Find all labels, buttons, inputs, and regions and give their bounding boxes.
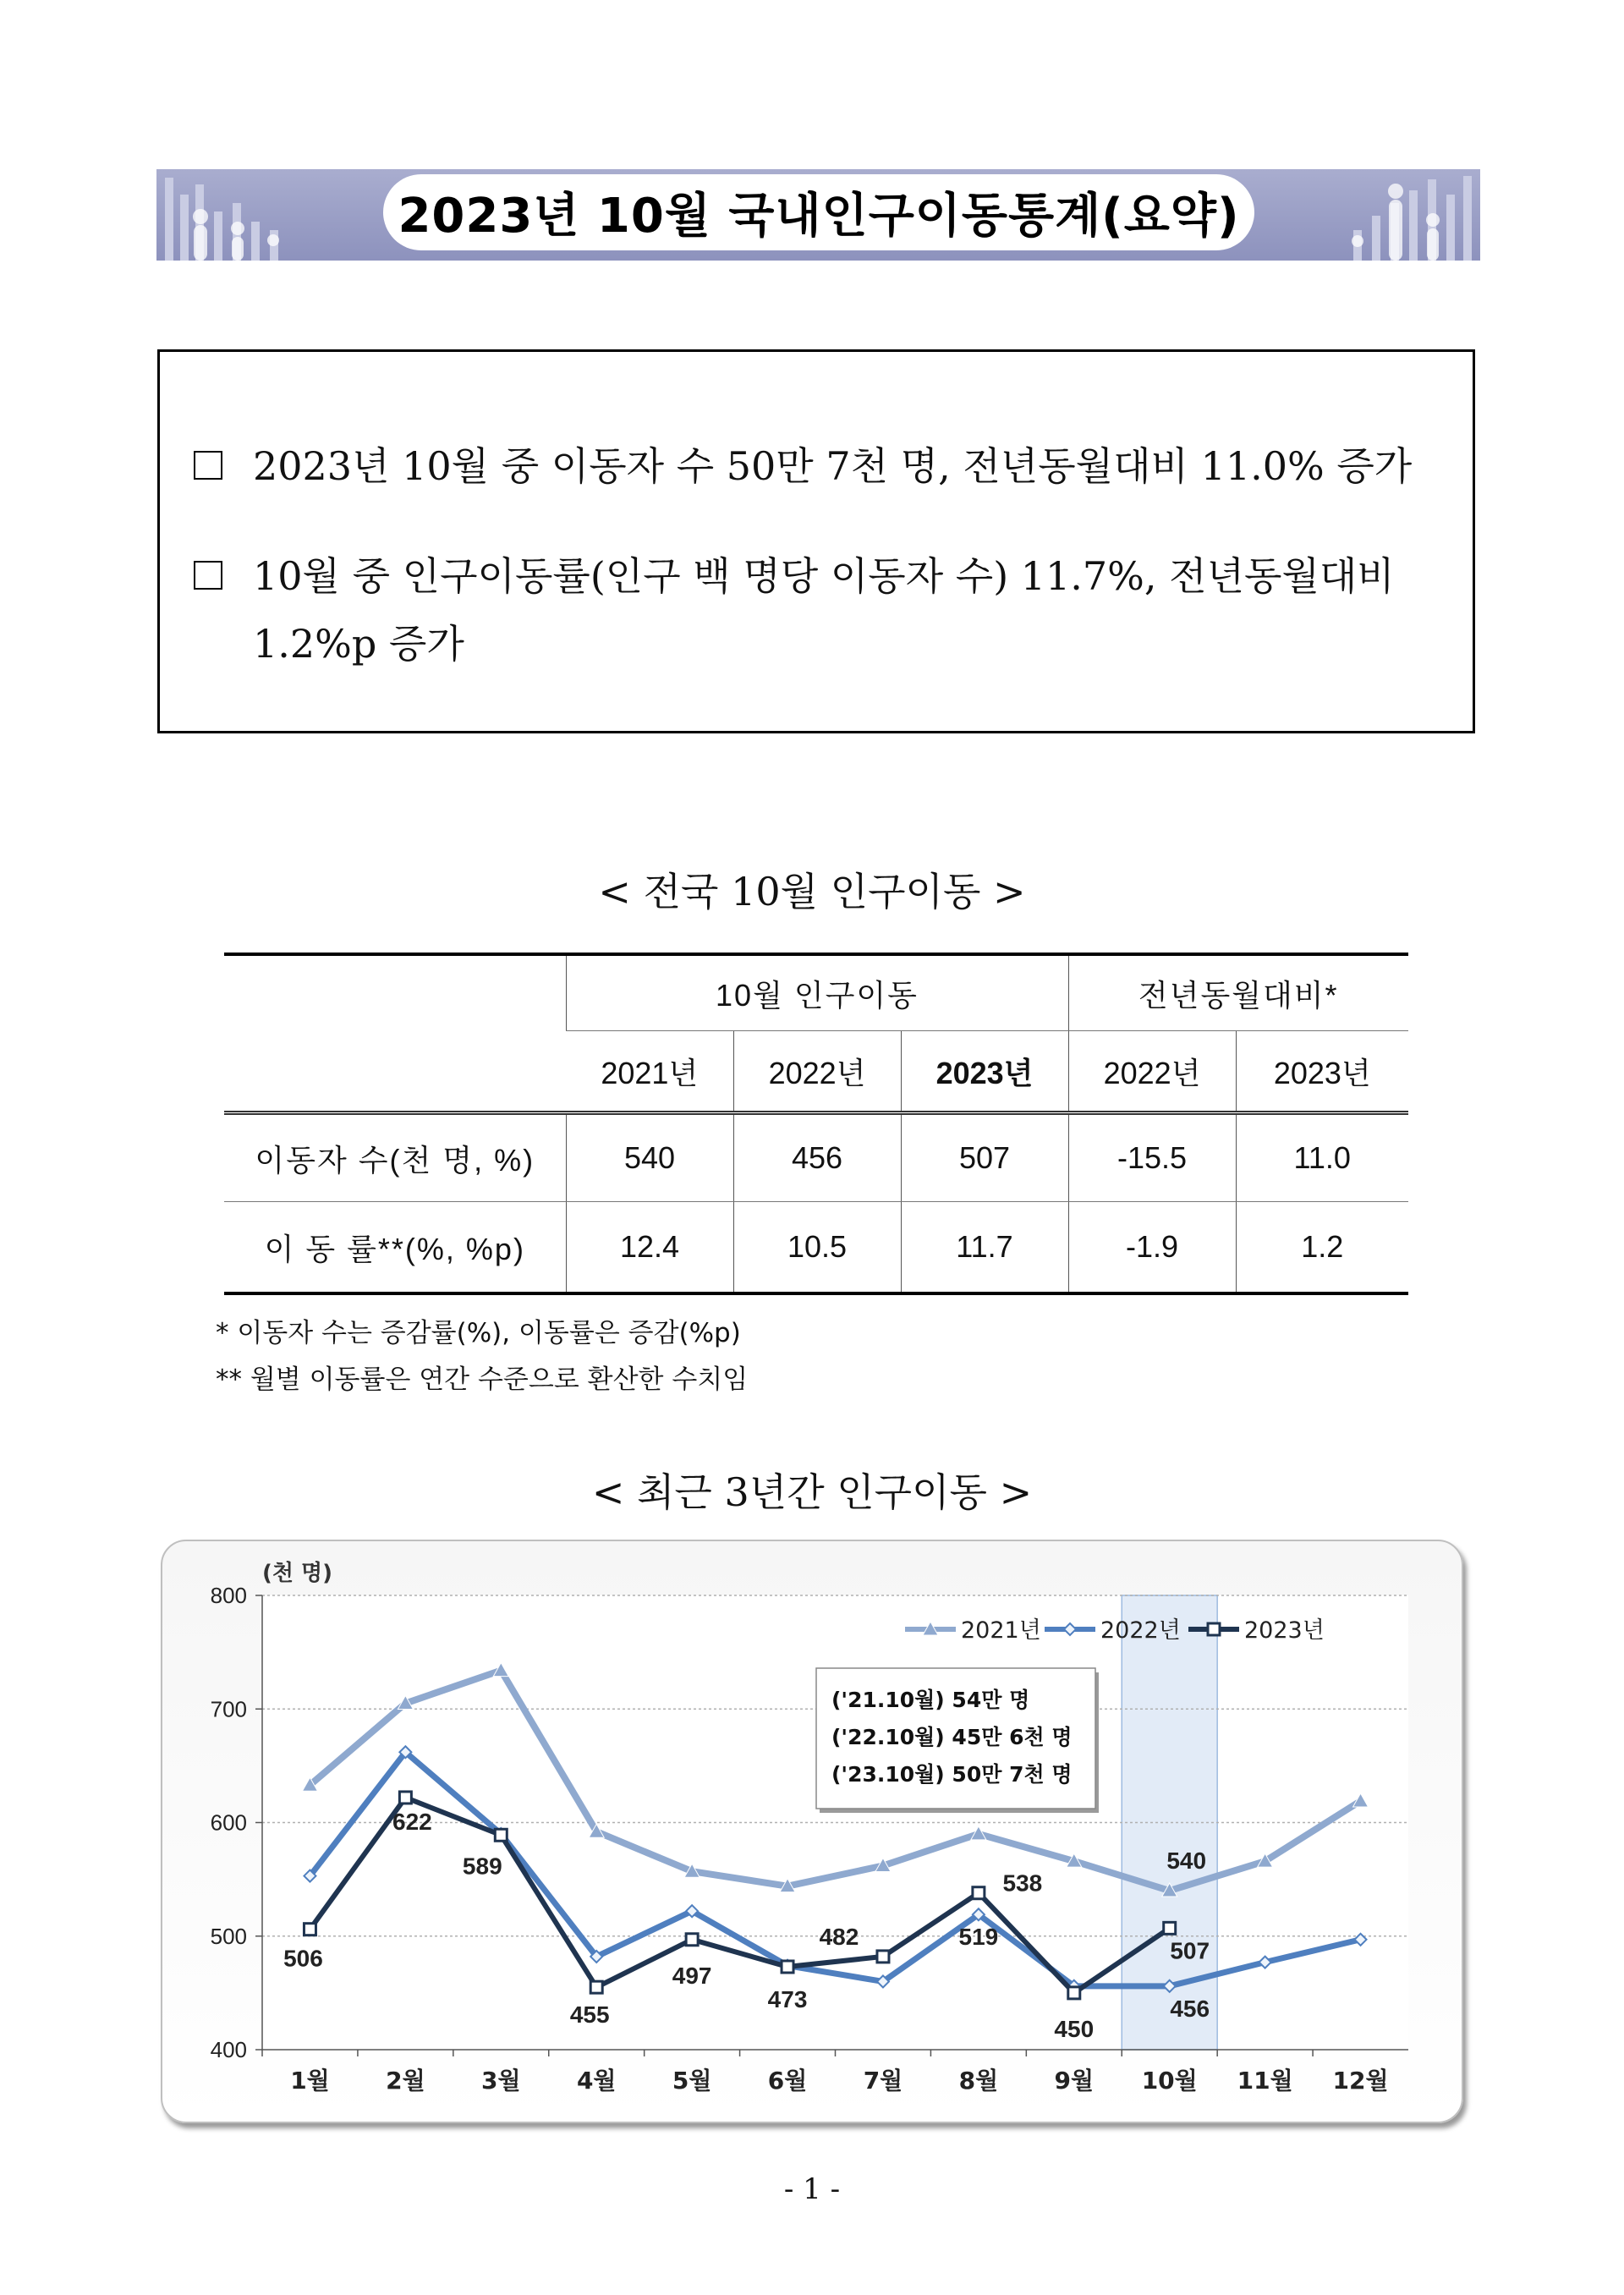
checkbox-icon [194, 561, 222, 590]
plot-area [262, 1595, 1408, 2050]
data-label: 540 [1166, 1848, 1207, 1875]
data-point [1164, 1922, 1176, 1934]
annotation-text: ('21.10월) 54만 명 [831, 1688, 1030, 1712]
legend-marker [1208, 1623, 1220, 1635]
data-label: 473 [767, 1985, 808, 2012]
x-tick-label: 7월 [863, 2067, 903, 2095]
data-label: 622 [392, 1808, 432, 1835]
x-tick-label: 11월 [1237, 2067, 1293, 2095]
x-tick-label: 10월 [1141, 2067, 1198, 2095]
row-label: 이동자 수(천 명, %) [224, 1113, 566, 1202]
x-tick-label: 6월 [767, 2067, 808, 2095]
x-tick-label: 4월 [576, 2067, 617, 2095]
table-row [224, 1202, 1408, 1294]
summary-text: 2023년 10월 중 이동자 수 50만 7천 명, 전년동월대비 11.0% 증가 [253, 443, 1413, 489]
summary-text: 10월 중 인구이동률(인구 백 명당 이동자 수) 11.7%, 전년동월대비 1.2%p 증가 [253, 553, 1395, 667]
title-pill [383, 174, 1254, 250]
data-label: 538 [1002, 1869, 1043, 1897]
x-tick-label: 12월 [1332, 2067, 1389, 2095]
data-point [973, 1887, 985, 1899]
table-cell: 540 [566, 1113, 733, 1202]
y-tick-label: 500 [210, 1923, 247, 1949]
annotation-text: ('22.10월) 45만 6천 명 [831, 1725, 1073, 1749]
population-movement-table [224, 953, 1408, 1295]
bar-chart-decoration-icon [156, 169, 309, 261]
table-title: < 전국 10월 인구이동 > [598, 869, 1026, 914]
y-tick-label: 800 [210, 1583, 247, 1608]
page-number: - 1 - [783, 2172, 841, 2206]
data-label: 507 [1170, 1937, 1210, 1964]
document-title: 2023년 10월 국내인구이동통계(요약) [398, 189, 1240, 244]
x-tick-label: 2월 [386, 2067, 425, 2095]
table-cell: 507 [901, 1113, 1068, 1202]
x-tick-label: 3월 [481, 2067, 521, 2095]
y-tick-label: 600 [210, 1809, 247, 1836]
year-header: 2022년 [733, 1031, 901, 1113]
x-tick-label: 5월 [672, 2067, 712, 2095]
summary-item [194, 542, 1446, 678]
checkbox-icon [194, 451, 222, 480]
data-point [877, 1951, 889, 1963]
x-tick-label: 9월 [1054, 2067, 1095, 2095]
legend-label: 2023년 [1244, 1617, 1325, 1644]
table-cell: 11.7 [901, 1202, 1068, 1294]
line-chart [161, 1540, 1463, 2123]
summary-item [194, 432, 1412, 500]
data-point [686, 1934, 698, 1946]
table-cell: -1.9 [1068, 1202, 1236, 1294]
table-cell: 10.5 [733, 1202, 901, 1294]
data-point [495, 1829, 507, 1841]
y-axis-label: (천 명) [262, 1561, 333, 1586]
table-row [224, 1113, 1408, 1202]
legend-label: 2022년 [1100, 1617, 1181, 1644]
table-cell: 11.0 [1236, 1113, 1408, 1202]
bar-chart-decoration-icon [1328, 169, 1480, 261]
data-label: 506 [283, 1945, 323, 1972]
year-header: 2023년 [1236, 1031, 1408, 1113]
data-label: 456 [1170, 1995, 1210, 2022]
group-header: 10월 인구이동 [566, 954, 1068, 1031]
table-cell: -15.5 [1068, 1113, 1236, 1202]
x-tick-label: 1월 [290, 2067, 330, 2095]
summary-box [157, 349, 1475, 733]
chart-title: < 최근 3년간 인구이동 > [591, 1469, 1033, 1515]
year-header: 2022년 [1068, 1031, 1236, 1113]
year-header: 2021년 [566, 1031, 733, 1113]
table-footnote: ** 월별 이동률은 연간 수준으로 환산한 수치임 [216, 1364, 749, 1395]
data-point [399, 1792, 411, 1804]
table-cell: 456 [733, 1113, 901, 1202]
data-label: 589 [462, 1853, 502, 1880]
data-label: 519 [958, 1924, 999, 1951]
data-point [304, 1924, 315, 1935]
table-cell: 1.2 [1236, 1202, 1408, 1294]
data-point [782, 1961, 793, 1973]
y-tick-label: 400 [210, 2037, 247, 2062]
x-tick-label: 8월 [958, 2067, 999, 2095]
data-label: 450 [1054, 2015, 1095, 2042]
data-label: 455 [569, 2001, 610, 2029]
row-label: 이 동 률**(%, %p) [224, 1202, 566, 1294]
annotation-text: ('23.10월) 50만 7천 명 [831, 1762, 1073, 1787]
table-corner-cell [224, 954, 566, 1113]
legend-label: 2021년 [961, 1617, 1041, 1644]
data-label: 482 [819, 1923, 859, 1950]
year-header: 2023년 [901, 1031, 1068, 1113]
data-point [1068, 1987, 1080, 1999]
group-header: 전년동월대비* [1068, 954, 1408, 1031]
table-footnote: * 이동자 수는 증감률(%), 이동률은 증감(%p) [216, 1318, 741, 1348]
title-banner [156, 169, 1480, 261]
data-point [590, 1981, 602, 1993]
y-tick-label: 700 [210, 1696, 247, 1722]
data-label: 497 [672, 1962, 712, 1989]
table-cell: 12.4 [566, 1202, 733, 1294]
